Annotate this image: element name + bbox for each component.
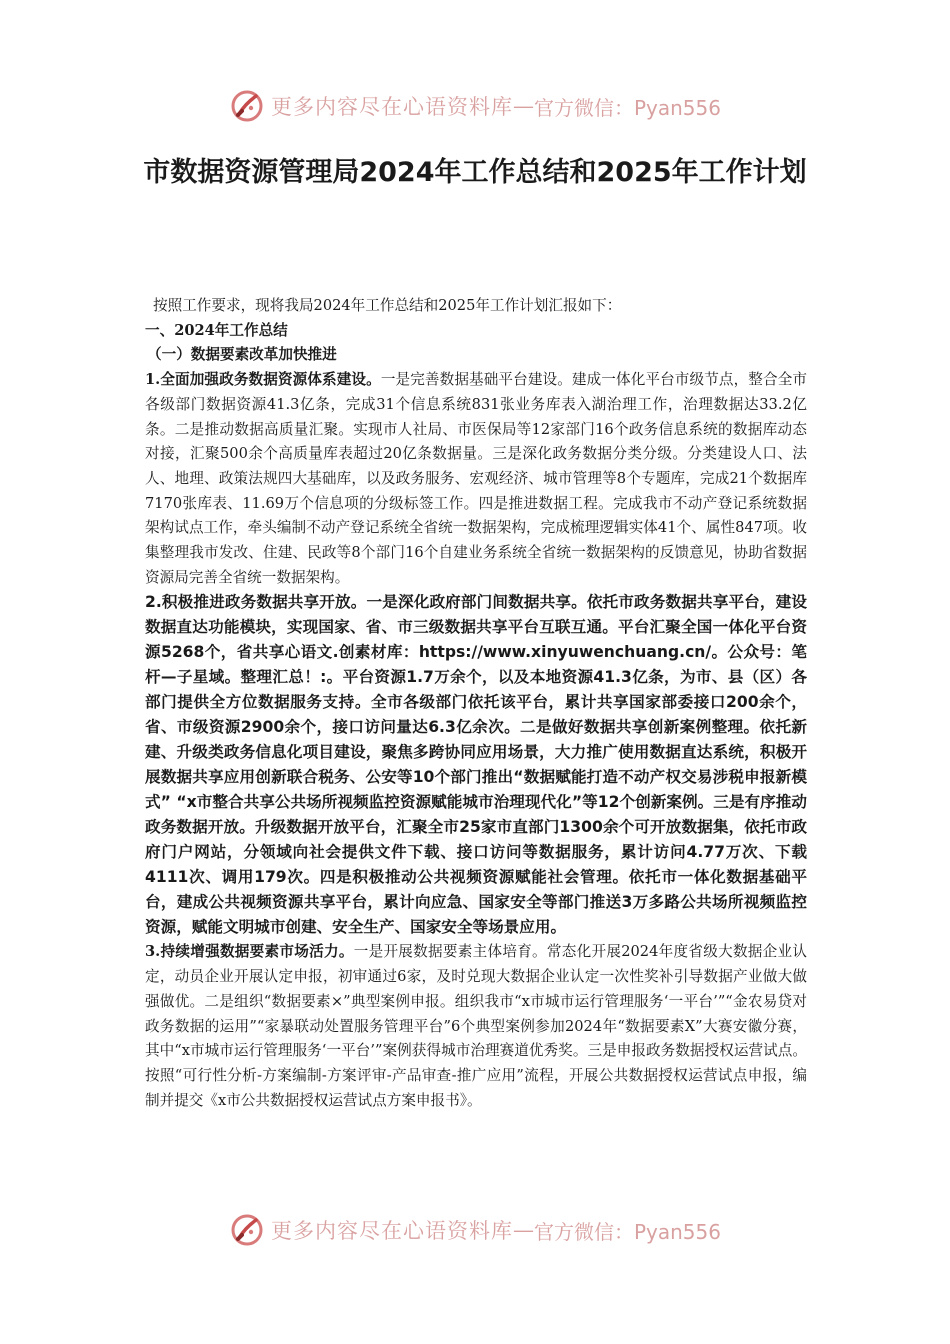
item-1-body: 一是完善数据基础平台建设。建成一体化平台市级节点，整合全市各级部门数据资源41.3亿条，完成31个信息系统831张业务库表入湖治理工作，治理数据达33.2亿条。二是推动数据高质量汇聚。实现市人社局、市医保局等12家部门16个政务信息系统的数据库动态对接，汇聚500余个高质量库表超过20亿条数据量。三是深化政务数据分类分级。分类建设人口、法人、地理、政策法规四大基础库，以及政务服务、宏观经济、城市管理等8个专题库，完成21个数据库7170张库表、11.69万个信息项的分级标签工作。四是推进数据工程。完成我市不动产登记系统数据架构试点工作，牵头编制不动产登记系统全省统一数据架构，完成梳理逻辑实体41个、属性847项。收集整理我市发改、住建、民政等8个部门16个自建业务系统全省统一数据架构的反馈意见，协助省数据资源局完善全省统一数据架构。 [145,371,807,586]
banner-contact: 官方微信：Pyan556 [533,1219,721,1244]
banner-separator: — [512,94,534,118]
document-title: 市数据资源管理局2024年工作总结和2025年工作计划 [143,157,807,188]
banner-separator: — [512,1218,534,1242]
brush-logo-icon [229,1212,265,1248]
item-2-body: 一是深化政府部门间数据共享。依托市政务数据共享平台，建设数据直达功能模块，实现国家、省、市三级数据共享平台互联互通。平台汇聚全国一体化平台资源5268个，省共享心语文.创素材库：https://www.xinyuwenchuang.cn/。公众号：笔杆—子星域。整理汇总！:。平台资源1.7万余个，以及本地资源41.3亿条，为市、县（区）各部门提供全方位数据服务支持。全市各级部门依托该平台，累计共享国家部委接口200余个，省、市级资源2900余个，接口访问量达6.3亿余次。二是做好数据共享创新案例整理。依托新建、升级类政务信息化项目建设，聚焦多跨协同应用场景，大力推广使用数据直达系统，积极开展数据共享应用创新联合税务、公安等10个部门推出“数据赋能打造不动产权交易涉税申报新模式” “x市整合共享公共场所视频监控资源赋能城市治理现代化”等12个创新案例。三是有序推动政务数据开放。升级数据开放平台，汇聚全市25家市直部门1300余个可开放数据集，依托市政府门户网站，分领域向社会提供文件下载、接口访问等数据服务，累计访问4.77万次、下载4111次、调用179次。四是积极推动公共视频资源赋能社会管理。依托市一体化数据基础平台，建成公共视频资源共享平台，累计向应急、国家安全等部门推送3万多路公共场所视频监控资源，赋能文明城市创建、安全生产、国家安全等场景应用。 [145,593,807,937]
header-banner [0,84,950,128]
banner-contact: 官方微信：Pyan556 [533,95,721,120]
item-3-body: 一是开展数据要素主体培育。常态化开展2024年度省级大数据企业认定，动员企业开展认定申报，初审通过6家，及时兑现大数据企业认定一次性奖补引导数据产业做大做强做优。二是组织“数据要素×”典型案例申报。组织我市“x市城市运行管理服务‘一平台’”“金农易贷对政务数据的运用”“家暴联动处置服务管理平台”6个典型案例参加2024年“数据要素X”大赛安徽分赛，其中“x市城市运行管理服务‘一平台’”案例获得城市治理赛道优秀奖。三是申报政务数据授权运营试点。按照“可行性分析-方案编制-方案评审-产品审查-推广应用”流程，开展公共数据授权运营试点申报，编制并提交《x市公共数据授权运营试点方案申报书》。 [145,943,807,1109]
item-1-paragraph [145,368,807,590]
banner-text: 更多内容尽在心语资料库 [270,95,513,119]
item-2-title: 2.积极推进政务数据共享开放。 [145,593,367,612]
brush-logo-icon [229,88,265,124]
banner-text: 更多内容尽在心语资料库 [270,1219,513,1243]
document-body [145,294,807,1113]
footer-banner [0,1208,950,1252]
intro-paragraph: 按照工作要求，现将我局2024年工作总结和2025年工作计划汇报如下： [153,297,622,314]
subsection-heading: （一）数据要素改革加快推进 [147,346,337,364]
item-2-paragraph [145,590,807,940]
item-3-title: 3.持续增强数据要素市场活力。 [145,943,354,961]
item-3-paragraph [145,940,807,1113]
item-1-title: 1.全面加强政务数据资源体系建设。 [145,371,381,389]
section-heading: 一、2024年工作总结 [145,321,288,339]
